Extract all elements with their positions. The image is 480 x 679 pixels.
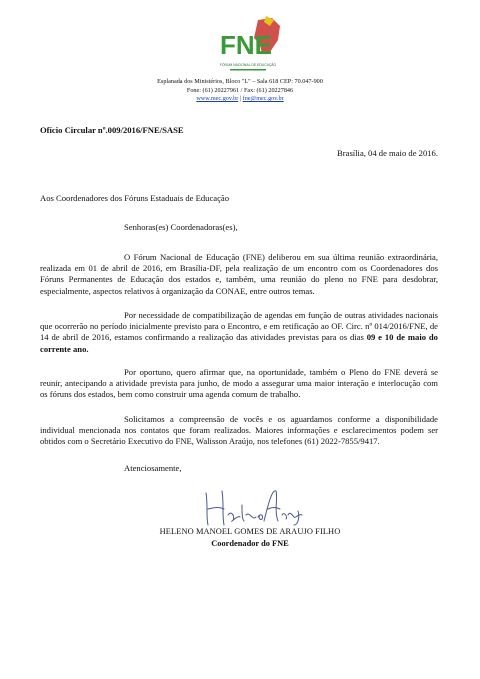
fne-logo	[208, 14, 288, 76]
phone-line: Fone: (61) 20227961 / Fax: (61) 20227846	[186, 86, 294, 94]
paragraph-2	[40, 310, 438, 355]
paragraph-1: O Fórum Nacional de Educação (FNE) deliberou em sua última reunião extraordinária, realizada em 01 de abril de 2016, em Brasília-DF, pela realização de um encontro com os Coordenadores dos Fóruns Permanentes de Educação dos estados e, também, uma reunião do pleno no FNE para desdobrar, especialmente, aspectos relativos à organização da CONAE, entre outros temas.	[40, 252, 438, 296]
link-separator: |	[238, 95, 243, 103]
logo-text: FNE	[220, 30, 272, 60]
salutation: Senhoras(es) Coordenadoras(es),	[124, 222, 238, 232]
closing: Atenciosamente,	[124, 463, 182, 473]
paragraph-2-text: Por necessidade de compatibilização de agendas em função de outras atividades nacionais que ocorrerão no período inicialmente previsto para o Encontro, e em retificação ao OF. Circ. nº 014/2016/FNE, de 14 de abril de 2016, estamos confirmando a realização das atividades previstas para os dias	[40, 310, 438, 343]
email-link[interactable]: fne@mec.gov.br	[242, 95, 284, 103]
paragraph-3: Por oportuno, quero afirmar que, na oportunidade, também o Pleno do FNE deverá se reunir, antecipando a atividade prevista para junho, de modo a assegurar uma maior interação e interlocução com os fóruns dos estados, bem como construir uma agenda comum de trabalho.	[40, 367, 438, 400]
document-date: Brasília, 04 de maio de 2016.	[337, 148, 438, 158]
links-line	[140, 95, 340, 104]
paragraph-2-dates: 09 e 10 de maio do corrente ano.	[40, 332, 438, 354]
signer-role: Coordenador do FNE	[211, 539, 289, 548]
addressee: Aos Coordenadores dos Fóruns Estaduais de Educação	[40, 193, 230, 203]
site-link[interactable]: www.mec.gov.br	[196, 95, 239, 103]
letterhead-contact	[140, 78, 340, 104]
logo-subtitle: FÓRUM NACIONAL DE EDUCAÇÃO	[219, 63, 277, 67]
paragraph-4: Solicitamos a compreensão de vocês e os aguardamos conforme a disponibilidade individual mencionada nos contatos que foram realizados. Maiores informações e esclarecimentos podem ser obtidos com o Secretário Executivo do FNE, Walisson Araújo, nos telefones (61) 2022-7855/9417.	[40, 414, 438, 447]
handwritten-signature	[198, 485, 310, 527]
document-reference: Ofício Circular nº.009/2016/FNE/SASE	[40, 125, 184, 135]
signer-name: HELENO MANOEL GOMES DE ARAUJO FILHO	[159, 527, 341, 536]
address-line: Esplanada dos Ministérios, Bloco "L" – Sala 618 CEP: 70.047-900	[157, 78, 323, 85]
